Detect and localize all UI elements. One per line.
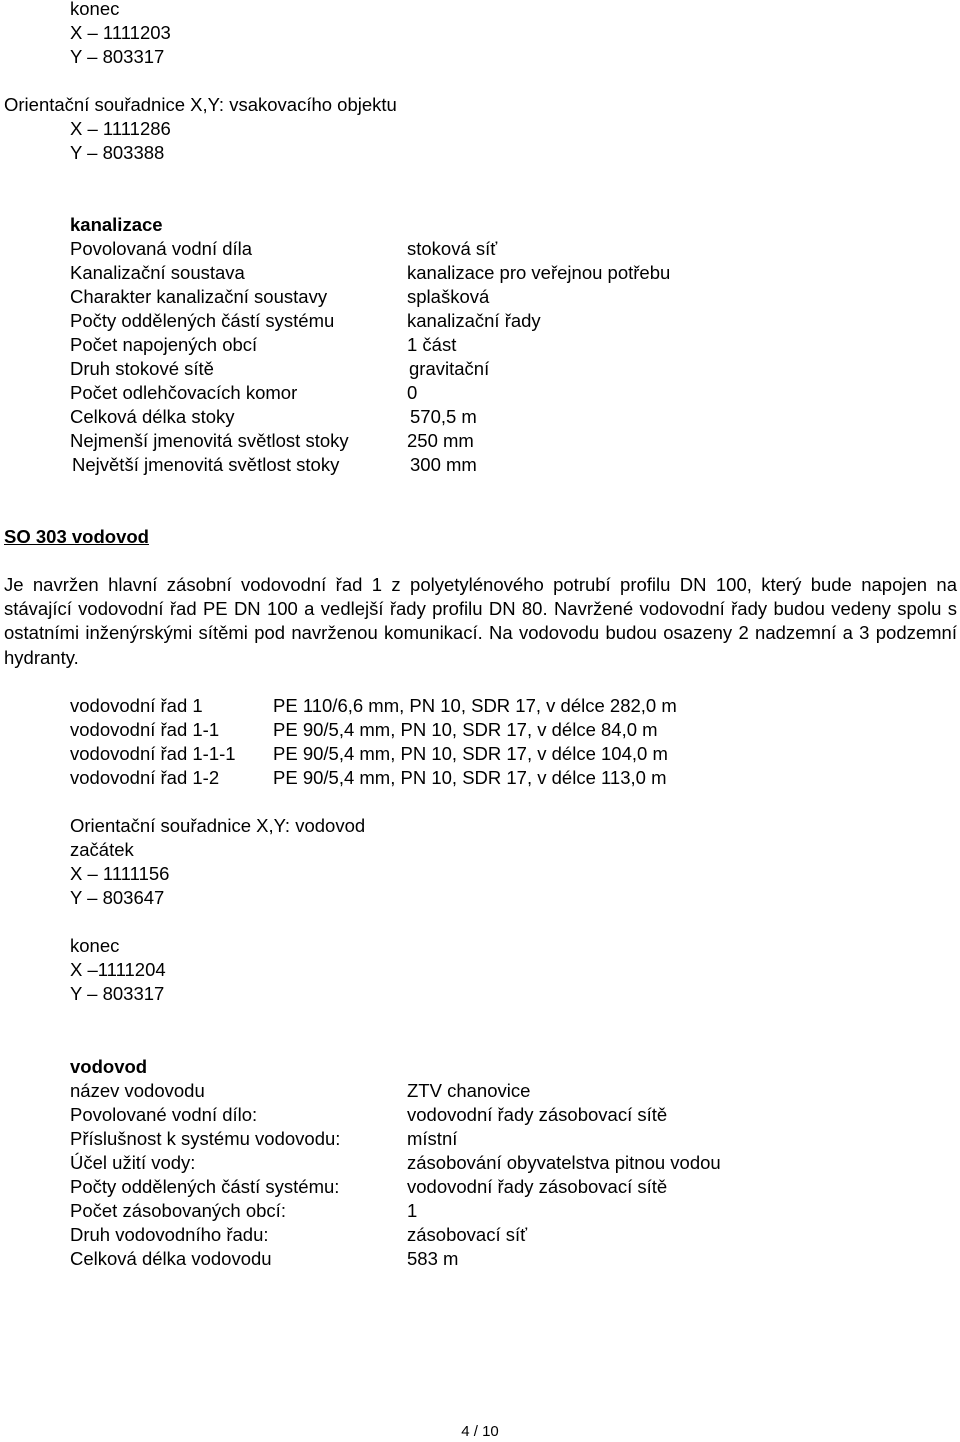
sewer-row-label: Největší jmenovitá světlost stoky	[72, 454, 340, 475]
water-coords-end-y: Y – 803317	[70, 983, 165, 1004]
water-coords-start-y: Y – 803647	[70, 887, 165, 908]
pipe-name: vodovodní řad 1	[70, 695, 203, 716]
pipe-spec: PE 110/6,6 mm, PN 10, SDR 17, v délce 282,0 m	[273, 695, 677, 716]
pipe-name: vodovodní řad 1-2	[70, 767, 220, 788]
sewer-row-label: Povolovaná vodní díla	[70, 238, 253, 259]
sewer-row-value: 250 mm	[407, 430, 474, 451]
infiltration-y: Y – 803388	[70, 142, 165, 163]
water-title: vodovod	[70, 1056, 148, 1077]
sewer-row-label: Celková délka stoky	[70, 406, 235, 427]
sewer-row-value: 300 mm	[410, 454, 477, 475]
sewer-row-value: 1 část	[407, 334, 457, 355]
pipe-name: vodovodní řad 1-1	[70, 719, 220, 740]
sewer-row-label: Kanalizační soustava	[70, 262, 245, 283]
so303-title: SO 303 vodovod	[4, 526, 149, 547]
sewer-row-label: Nejmenší jmenovitá světlost stoky	[70, 430, 349, 451]
water-row-label: Příslušnost k systému vodovodu:	[70, 1128, 341, 1149]
water-row-value: zásobování obyvatelstva pitnou vodou	[407, 1152, 721, 1173]
top-end-label: konec	[70, 0, 120, 19]
top-end-x: X – 1111203	[70, 22, 171, 43]
water-row-value: vodovodní řady zásobovací sítě	[407, 1104, 668, 1125]
water-coords-start-label: začátek	[70, 839, 134, 860]
sewer-title: kanalizace	[70, 214, 163, 235]
sewer-row-label: Počty oddělených částí systému	[70, 310, 335, 331]
water-row-value: místní	[407, 1128, 458, 1149]
infiltration-heading: Orientační souřadnice X,Y: vsakovacího objektu	[4, 94, 397, 115]
infiltration-x: X – 1111286	[70, 118, 171, 139]
sewer-row-label: Druh stokové sítě	[70, 358, 214, 379]
sewer-row-value: 0	[407, 382, 418, 403]
sewer-row-label: Počet odlehčovacích komor	[70, 382, 298, 403]
water-row-label: Povolované vodní dílo:	[70, 1104, 258, 1125]
water-row-label: Počet zásobovaných obcí:	[70, 1200, 286, 1221]
water-row-value: vodovodní řady zásobovací sítě	[407, 1176, 668, 1197]
sewer-row-value: kanalizace pro veřejnou potřebu	[407, 262, 671, 283]
top-end-y: Y – 803317	[70, 46, 165, 67]
sewer-row-value: gravitační	[409, 358, 490, 379]
water-row-value: 1	[407, 1200, 418, 1221]
water-row-value: zásobovací síť	[407, 1224, 528, 1245]
sewer-row-value: kanalizační řady	[407, 310, 541, 331]
water-row-label: Celková délka vodovodu	[70, 1248, 272, 1269]
water-row-label: Počty oddělených částí systému:	[70, 1176, 340, 1197]
water-row-value: 583 m	[407, 1248, 459, 1269]
sewer-row-value: 570,5 m	[410, 406, 477, 427]
water-coords-heading: Orientační souřadnice X,Y: vodovod	[70, 815, 366, 836]
water-row-label: Druh vodovodního řadu:	[70, 1224, 269, 1245]
water-coords-start-x: X – 1111156	[70, 863, 170, 884]
water-coords-end-x: X –1111204	[70, 959, 166, 980]
sewer-row-label: Charakter kanalizační soustavy	[70, 286, 328, 307]
sewer-row-label: Počet napojených obcí	[70, 334, 258, 355]
sewer-row-value: stoková síť	[407, 238, 498, 259]
water-row-value: ZTV chanovice	[407, 1080, 531, 1101]
water-row-label: Účel užití vody:	[70, 1152, 196, 1173]
water-row-label: název vodovodu	[70, 1080, 205, 1101]
page-number: 4 / 10	[461, 1423, 499, 1440]
pipe-spec: PE 90/5,4 mm, PN 10, SDR 17, v délce 113,0 m	[273, 767, 667, 788]
pipe-spec: PE 90/5,4 mm, PN 10, SDR 17, v délce 84,0 m	[273, 719, 658, 740]
pipe-spec: PE 90/5,4 mm, PN 10, SDR 17, v délce 104,0 m	[273, 743, 668, 764]
water-coords-end-label: konec	[70, 935, 120, 956]
so303-paragraph: Je navržen hlavní zásobní vodovodní řad 1 z polyetylénového potrubí profilu DN 100, který bude napojen na stávající vodovodní řad PE DN 100 a vedlejší řady profilu DN 80. Navržené vodovodní řady budou vedeny spolu s ostatními inženýrskými sítěmi pod navrženou komunikací. Na vodovodu budou osazeny 2 nadzemní a 3 podzemní hydranty.	[4, 574, 957, 668]
pipe-name: vodovodní řad 1-1-1	[70, 743, 236, 764]
sewer-row-value: splašková	[407, 286, 490, 307]
